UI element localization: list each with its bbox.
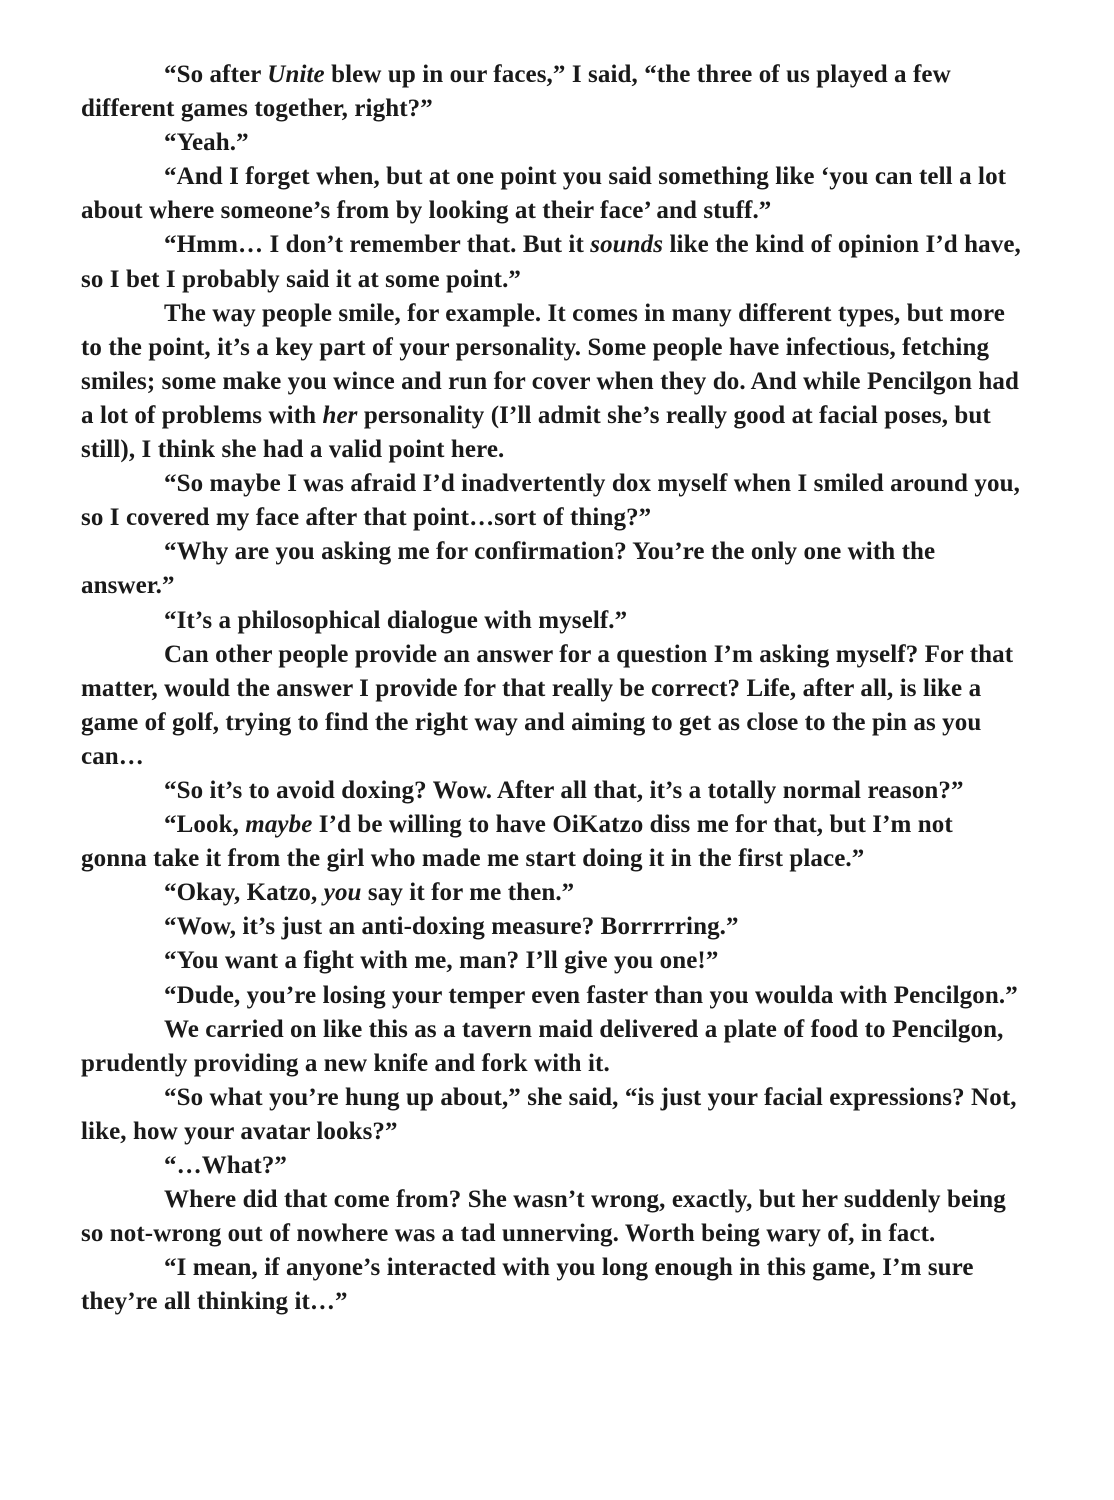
paragraph: “So it’s to avoid doxing? Wow. After all that, it’s a totally normal reason?” bbox=[164, 776, 964, 804]
paragraph: “So maybe I was afraid I’d inadvertently dox myself when I smiled around you, so I covered my face after that point…sort of thing?” bbox=[81, 470, 1020, 532]
paragraph: “Why are you asking me for confirmation? You’re the only one with the answer.” bbox=[81, 538, 936, 600]
paragraph: “Yeah.” bbox=[164, 129, 249, 157]
paragraph: “I mean, if anyone’s interacted with you long enough in this game, I’m sure they’re all thinking it…” bbox=[81, 1254, 974, 1316]
paragraph: “Okay, Katzo, you say it for me then.” bbox=[164, 879, 575, 907]
paragraph: “So after Unite blew up in our faces,” I said, “the three of us played a few different games together, right?” bbox=[81, 61, 951, 123]
paragraph: “So what you’re hung up about,” she said, “is just your facial expressions? Not, like, how your avatar looks?” bbox=[81, 1083, 1017, 1145]
paragraph: “You want a fight with me, man? I’ll give you one!” bbox=[164, 947, 719, 975]
paragraph: “Hmm… I don’t remember that. But it sounds like the kind of opinion I’d have, so I bet I probably said it at some point.” bbox=[81, 231, 1021, 293]
paragraph: We carried on like this as a tavern maid delivered a plate of food to Pencilgon, prudently providing a new knife and fork with it. bbox=[81, 1015, 1004, 1077]
paragraph: The way people smile, for example. It comes in many different types, but more to the point, it’s a key part of your personality. Some people have infectious, fetching smiles; some make you wince and run for cover when they do. And while Pencilgon had a lot of problems with her personality (I’ll admit she’s really good at facial poses, but still), I think she had a valid point here. bbox=[81, 299, 1019, 464]
paragraph: “It’s a philosophical dialogue with myself.” bbox=[164, 606, 628, 634]
page-body bbox=[81, 58, 1021, 1319]
paragraph: “Wow, it’s just an anti-doxing measure? Borrrrring.” bbox=[164, 913, 739, 941]
paragraph: “Dude, you’re losing your temper even faster than you woulda with Pencilgon.” bbox=[164, 981, 1018, 1009]
paragraph: Where did that come from? She wasn’t wrong, exactly, but her suddenly being so not-wrong out of nowhere was a tad unnerving. Worth being wary of, in fact. bbox=[81, 1186, 1006, 1248]
paragraph: “Look, maybe I’d be willing to have OiKatzo diss me for that, but I’m not gonna take it from the girl who made me start doing it in the first place.” bbox=[81, 811, 953, 873]
paragraph: “And I forget when, but at one point you said something like ‘you can tell a lot about where someone’s from by looking at their face’ and stuff.” bbox=[81, 163, 1007, 225]
paragraph: Can other people provide an answer for a question I’m asking myself? For that matter, would the answer I provide for that really be correct? Life, after all, is like a game of golf, trying to find the right way and aiming to get as close to the pin as you can… bbox=[81, 640, 1014, 770]
paragraph: “…What?” bbox=[164, 1152, 288, 1179]
